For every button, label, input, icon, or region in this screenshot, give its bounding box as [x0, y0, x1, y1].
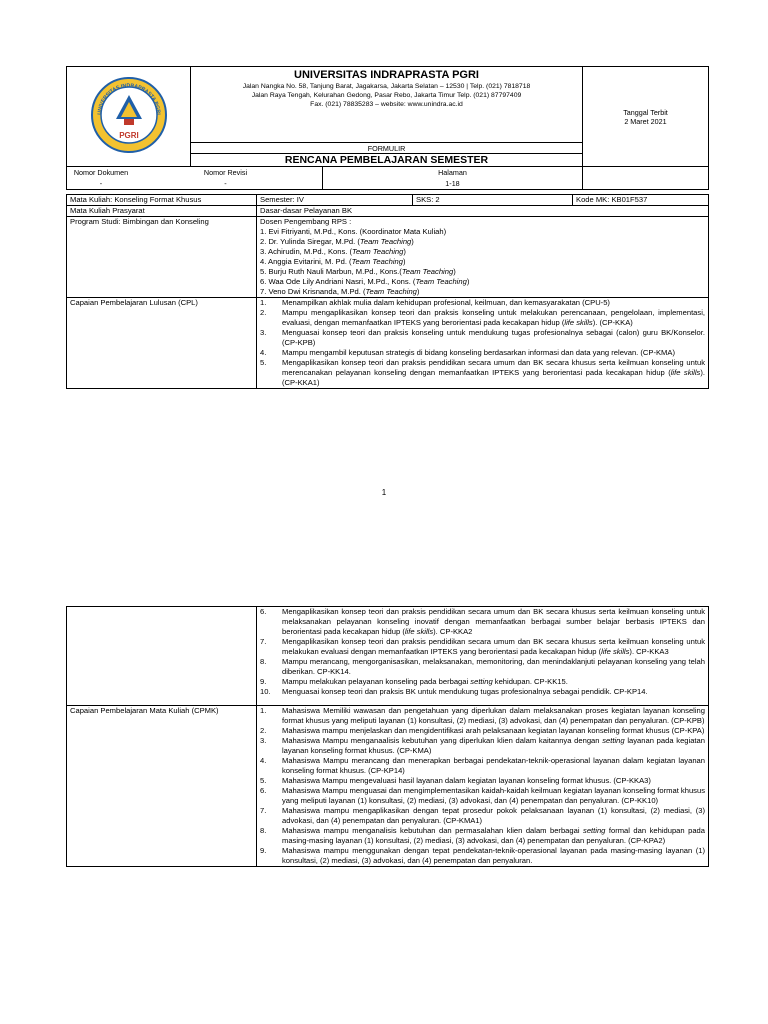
credits: SKS: 2 [413, 195, 573, 206]
cpmk-item: 9. Mahasiswa mampu menggunakan dengan tepat pendekatan-teknik-operasional layanan pada masing-masing layanan (1) konsultasi, (2) mediasi, (3) advokasi, dan (4) penempatan dan penyaluran. [260, 846, 705, 865]
header-empty-cell-2 [583, 179, 709, 190]
cpl-list-page2 [257, 607, 709, 706]
cpl-item: 7. Mengaplikasikan konsep teori dan praksis pendidikan secara umum dan BK secara khusus serta keilmuan konseling untuk melakukan evaluasi dengan memanfaatkan IPTEKS yang berorientasi pada kecakapan hidup (life skills). CP-KKA3 [260, 637, 705, 656]
university-logo-icon [89, 75, 169, 155]
developer-1: 1. Evi Fitriyanti, M.Pd., Kons. (Koordinator Mata Kuliah) [260, 227, 447, 236]
form-label: FORMULIR [191, 143, 583, 154]
course-name: Mata Kuliah: Konseling Format Khusus [67, 195, 257, 206]
cpmk-item: 3. Mahasiswa Mampu menganaalisis kebutuhan yang diperlukan klien dalam kaitannya dengan setting layanan pada kegiatan layanan konseling format khusus. (CP-KMA) [260, 736, 705, 755]
developer-3: 3. Achirudin, M.Pd., Kons. (Team Teaching) [260, 247, 406, 256]
header-empty-cell [583, 167, 709, 179]
cpl-item: 3. Menguasai konsep teori dan praksis konseling untuk mendukung tugas profesionalnya sebagai (calon) guru BK/Konselor. (CP-KPB) [260, 328, 705, 347]
semester: Semester: IV [257, 195, 413, 206]
course-info-table-continued [66, 606, 708, 867]
page-number: 1 [381, 488, 387, 497]
revision-number-value: - [224, 179, 227, 189]
publish-date-label: Tanggal Terbit [623, 107, 668, 117]
form-title: RENCANA PEMBELAJARAN SEMESTER [191, 154, 583, 167]
cpl-item: 5. Mengaplikasikan konsep teori dan praksis pendidikan secara umum dan BK secara khusus serta keilmuan konseling untuk merencanakan pelayanan konseling dengan memanfaatkan IPTEKS yang berorientasi pada kecakapan hidup (life skills). (CP-KKA1) [260, 358, 705, 387]
developer-5: 5. Burju Ruth Nauli Marbun, M.Pd., Kons.(Team Teaching) [260, 267, 456, 276]
page-count-value: 1-18 [323, 179, 583, 190]
cpmk-item: 7. Mahasiswa mampu mengaplikasikan dengan tepat prosedur pokok pelaksanaan layanan (1) konsultasi, (2) mediasi, (3) advokasi, dan (4) penempatan dan penyaluran. (CP-KMA1) [260, 806, 705, 825]
cpl-item: 9. Mampu melakukan pelayanan konseling pada berbagai setting kehidupan. CP-KK15. [260, 677, 568, 686]
developers-title: Dosen Pengembang RPS : [260, 217, 352, 226]
cpmk-list [257, 706, 709, 867]
cpl-item: 1. Menampilkan akhlak mulia dalam kehidupan profesional, keilmuan, dan kemasyarakatan (CPU-5) [260, 298, 610, 307]
course-code: Kode MK: KB01F537 [573, 195, 709, 206]
prerequisite-label: Mata Kuliah Prasyarat [67, 206, 257, 217]
cpl-item: 6. Mengaplikasikan konsep teori dan praksis pendidikan secara umum dan BK secara khusus serta keilmuan konseling untuk melaksanakan pelayanan konseling inovatif dengan memanfaatkan berbagai sumber belajar berbasis IPTEKS dan berorientasi pada kecakapan hidup (life skills). CP-KKA2 [260, 607, 705, 636]
cpmk-label: Capaian Pembelajaran Mata Kuliah (CPMK) [67, 706, 257, 867]
cpl-item: 10. Menguasai konsep teori dan praksis BK untuk mendukung tugas profesionalnya sebagai pendidik. CP-KP14. [260, 687, 648, 696]
logo-arc-text: UNIVERSITAS INDRAPRASTA PGRI [96, 82, 161, 115]
developer-6: 6. Waa Ode Lily Andriani Nasri, M.Pd., Kons. (Team Teaching) [260, 277, 470, 286]
address-line-3: Fax. (021) 78835283 – website: www.unindra.ac.id [310, 101, 463, 109]
university-name: UNIVERSITAS INDRAPRASTA PGRI [294, 69, 479, 81]
university-info-cell [191, 67, 583, 143]
developer-4: 4. Anggia Evitarini, M. Pd. (Team Teaching) [260, 257, 406, 266]
university-logo-cell [67, 67, 191, 167]
cpmk-item: 8. Mahasiswa mampu menganalisis kebutuhan dan permasalahan klien dalam berbagai setting formal dan kehidupan pada masing-masing layanan (1) konsultasi, (2) mediasi, (3) advokasi, dan (4) penempatan dan penyaluran. (CP-KPA2) [260, 826, 705, 845]
cpl-item: 2. Mampu mengaplikasikan konsep teori dan praksis konseling untuk melakukan perencanaan, pengelolaan, implementasi, evaluasi, dengan memanfaatkan IPTEKS yang berorientasi pada kecakapan hidup (life skills). (CP-KKA) [260, 308, 705, 327]
study-program: Program Studi: Bimbingan dan Konseling [67, 217, 257, 298]
rps-developers [257, 217, 709, 298]
publish-date-value: 2 Maret 2021 [624, 116, 667, 126]
cpmk-item: 6. Mahasiswa Mampu menguasai dan mengimplementasikan kaidah-kaidah keilmuan kegiatan layanan konseling format khusus yang meliputi layanan (1) konsultasi, (2) mediasi, (3) advokasi, dan (4) penempatan dan penyaluran. (CP-KK10) [260, 786, 705, 805]
publish-date-cell [583, 67, 709, 167]
address-line-2: Jalan Raya Tengah, Kelurahan Gedong, Pasar Rebo, Jakarta Timur Telp. (021) 87797409 [251, 92, 522, 100]
cpl-list-page1 [257, 298, 709, 389]
cpmk-item: 2. Mahasiswa mampu menjelaskan dan mengidentifikasi arah pelaksanaan kegiatan layanan konseling format khusus (CP-KPA) [260, 726, 705, 735]
page-count-label: Halaman [323, 167, 583, 179]
document-number-value: - - [67, 179, 323, 190]
document-header [66, 66, 708, 190]
developer-7: 7. Veno Dwi Krisnanda, M.Pd. (Team Teaching) [260, 287, 420, 296]
cpl-item: 8. Mampu merancang, mengorganisasikan, melaksanakan, memonitoring, dan menindaklanjuti pelayanan konseling yang telah diberikan. CP-KK14. [260, 657, 705, 676]
developer-2: 2. Dr. Yulinda Siregar, M.Pd. (Team Teaching) [260, 237, 414, 246]
document-number-label: Nomor Dokumen Nomor Revisi [67, 167, 323, 179]
cpl-label: Capaian Pembelajaran Lulusan (CPL) [67, 298, 257, 389]
revision-number-label: Nomor Revisi [203, 168, 248, 178]
prerequisite-value: Dasar-dasar Pelayanan BK [257, 206, 709, 217]
course-info-table [66, 194, 708, 389]
address-line-1: Jalan Nangka No. 58, Tanjung Barat, Jagakarsa, Jakarta Selatan – 12530 | Telp. (021) 7818718 [242, 83, 531, 90]
logo-pgri-text: PGRI [118, 131, 139, 140]
cpmk-item: 1. Mahasiswa Memiliki wawasan dan pengetahuan yang diperlukan dalam melaksanakan proses kegiatan layanan konseling format khusus yang meliputi layanan (1) konsultasi, (2) mediasi, (3) advokasi, dan (4) penempatan dan penyaluran. (CP-KPB) [260, 706, 705, 725]
cpmk-item: 5. Mahasiswa Mampu mengevaluasi hasil layanan dalam kegiatan layanan konseling format khusus. (CP-KKA3) [260, 776, 651, 785]
cpl-label-continued [67, 607, 257, 706]
cpmk-item: 4. Mahasiswa Mampu merancang dan menerapkan berbagai pendekatan-teknik-operasional layanan dalam kegiatan layanan konseling format khusus. (CP-KP14) [260, 756, 705, 775]
cpl-item: 4. Mampu mengambil keputusan strategis di bidang konseling berdasarkan informasi dan data yang relevan. (CP-KMA) [260, 348, 675, 357]
